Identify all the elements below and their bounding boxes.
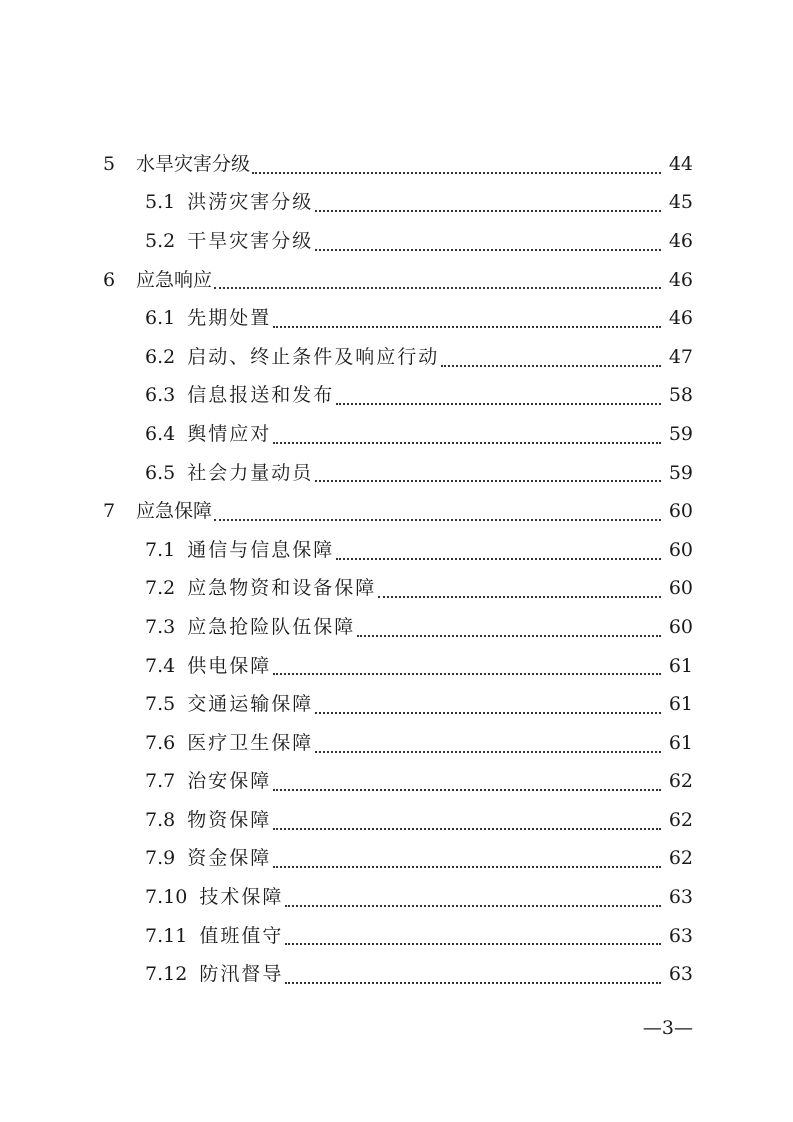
toc-entry-number: 6.4 — [145, 422, 176, 445]
toc-entry-number: 7.3 — [145, 615, 176, 638]
toc-entry-number: 7.6 — [145, 731, 176, 754]
toc-entry-title: 应急保障 — [136, 500, 213, 523]
toc-entry-number: 5.1 — [145, 191, 176, 214]
toc-section-entry[interactable] — [0, 570, 793, 609]
toc-entry-number: 7.12 — [145, 963, 188, 986]
toc-entry-number: 7.9 — [145, 847, 176, 870]
toc-entry-number: 7.11 — [145, 924, 188, 947]
toc-entry-number: 7.5 — [145, 693, 176, 716]
toc-entry-number: 7 — [103, 500, 116, 523]
toc-dot-leader — [315, 711, 661, 714]
toc-entry-title: 信息报送和发布 — [187, 384, 335, 407]
toc-entry-page: 60 — [668, 500, 693, 523]
toc-entry-page: 59 — [668, 461, 693, 484]
toc-entry-title: 干旱灾害分级 — [187, 229, 314, 252]
toc-entry-number: 7.8 — [145, 808, 176, 831]
toc-dot-leader — [273, 325, 661, 328]
toc-section-entry[interactable] — [0, 531, 793, 570]
toc-section-entry[interactable] — [0, 840, 793, 879]
toc-entry-page: 63 — [668, 924, 693, 947]
toc-dot-leader — [252, 171, 661, 174]
toc-dot-leader — [273, 827, 661, 830]
page-number: —3— — [642, 1017, 693, 1039]
toc-entry-page: 62 — [668, 808, 693, 831]
table-of-contents — [0, 145, 793, 994]
toc-entry-page: 46 — [668, 268, 693, 291]
toc-chapter-entry[interactable] — [0, 492, 793, 531]
toc-dot-leader — [378, 595, 661, 598]
toc-entry-page: 63 — [668, 963, 693, 986]
toc-dot-leader — [285, 942, 661, 945]
toc-entry-page: 61 — [668, 654, 693, 677]
toc-section-entry[interactable] — [0, 917, 793, 956]
toc-entry-number: 6.3 — [145, 384, 176, 407]
toc-section-entry[interactable] — [0, 338, 793, 377]
toc-section-entry[interactable] — [0, 685, 793, 724]
toc-dot-leader — [273, 788, 661, 791]
toc-entry-title: 值班值守 — [199, 924, 284, 947]
toc-entry-page: 46 — [668, 229, 693, 252]
toc-entry-number: 7.1 — [145, 538, 176, 561]
toc-entry-page: 60 — [668, 577, 693, 600]
toc-section-entry[interactable] — [0, 608, 793, 647]
toc-dot-leader — [273, 672, 661, 675]
toc-entry-page: 62 — [668, 770, 693, 793]
toc-dot-leader — [214, 286, 661, 289]
toc-entry-title: 防汛督导 — [199, 963, 284, 986]
toc-dot-leader — [273, 865, 661, 868]
toc-entry-page: 60 — [668, 615, 693, 638]
toc-entry-number: 6.1 — [145, 307, 176, 330]
toc-entry-number: 5 — [103, 152, 116, 175]
toc-entry-title: 洪涝灾害分级 — [187, 191, 314, 214]
toc-entry-title: 通信与信息保障 — [187, 538, 335, 561]
toc-entry-number: 6.2 — [145, 345, 176, 368]
toc-dot-leader — [315, 750, 661, 753]
toc-entry-number: 7.7 — [145, 770, 176, 793]
toc-entry-page: 46 — [668, 307, 693, 330]
toc-section-entry[interactable] — [0, 724, 793, 763]
toc-dot-leader — [214, 518, 661, 521]
toc-entry-number: 6 — [103, 268, 116, 291]
toc-entry-title: 应急响应 — [136, 268, 213, 291]
toc-entry-page: 61 — [668, 693, 693, 716]
toc-entry-title: 舆情应对 — [187, 422, 272, 445]
toc-entry-title: 交通运输保障 — [187, 693, 314, 716]
toc-chapter-entry[interactable] — [0, 261, 793, 300]
toc-entry-number: 6.5 — [145, 461, 176, 484]
toc-entry-title: 水旱灾害分级 — [136, 152, 251, 175]
toc-section-entry[interactable] — [0, 647, 793, 686]
toc-entry-title: 供电保障 — [187, 654, 272, 677]
toc-entry-title: 资金保障 — [187, 847, 272, 870]
toc-dot-leader — [336, 402, 661, 405]
toc-entry-page: 60 — [668, 538, 693, 561]
toc-dot-leader — [336, 557, 661, 560]
toc-chapter-entry[interactable] — [0, 145, 793, 184]
toc-entry-number: 7.4 — [145, 654, 176, 677]
toc-entry-number: 5.2 — [145, 229, 176, 252]
toc-entry-title: 治安保障 — [187, 770, 272, 793]
toc-section-entry[interactable] — [0, 299, 793, 338]
toc-section-entry[interactable] — [0, 801, 793, 840]
toc-dot-leader — [315, 479, 661, 482]
toc-section-entry[interactable] — [0, 763, 793, 802]
toc-section-entry[interactable] — [0, 222, 793, 261]
toc-entry-title: 物资保障 — [187, 808, 272, 831]
toc-entry-title: 技术保障 — [199, 886, 284, 909]
toc-entry-title: 应急抢险队伍保障 — [187, 615, 356, 638]
toc-entry-page: 62 — [668, 847, 693, 870]
toc-entry-page: 45 — [668, 191, 693, 214]
toc-section-entry[interactable] — [0, 454, 793, 493]
toc-entry-page: 47 — [668, 345, 693, 368]
toc-entry-title: 社会力量动员 — [187, 461, 314, 484]
toc-entry-page: 58 — [668, 384, 693, 407]
toc-entry-page: 63 — [668, 886, 693, 909]
toc-entry-number: 7.2 — [145, 577, 176, 600]
toc-entry-number: 7.10 — [145, 886, 188, 909]
toc-section-entry[interactable] — [0, 955, 793, 994]
toc-dot-leader — [357, 634, 661, 637]
toc-dot-leader — [315, 209, 661, 212]
toc-entry-title: 应急物资和设备保障 — [187, 577, 377, 600]
toc-dot-leader — [441, 364, 661, 367]
toc-entry-page: 59 — [668, 422, 693, 445]
toc-entry-title: 先期处置 — [187, 307, 272, 330]
toc-entry-page: 61 — [668, 731, 693, 754]
toc-section-entry[interactable] — [0, 415, 793, 454]
toc-section-entry[interactable] — [0, 377, 793, 416]
toc-section-entry[interactable] — [0, 878, 793, 917]
toc-section-entry[interactable] — [0, 184, 793, 223]
toc-dot-leader — [315, 248, 661, 251]
toc-entry-title: 医疗卫生保障 — [187, 731, 314, 754]
toc-dot-leader — [273, 441, 661, 444]
toc-entry-title: 启动、终止条件及响应行动 — [187, 345, 440, 368]
toc-entry-page: 44 — [668, 152, 693, 175]
toc-dot-leader — [285, 981, 661, 984]
toc-dot-leader — [285, 904, 661, 907]
